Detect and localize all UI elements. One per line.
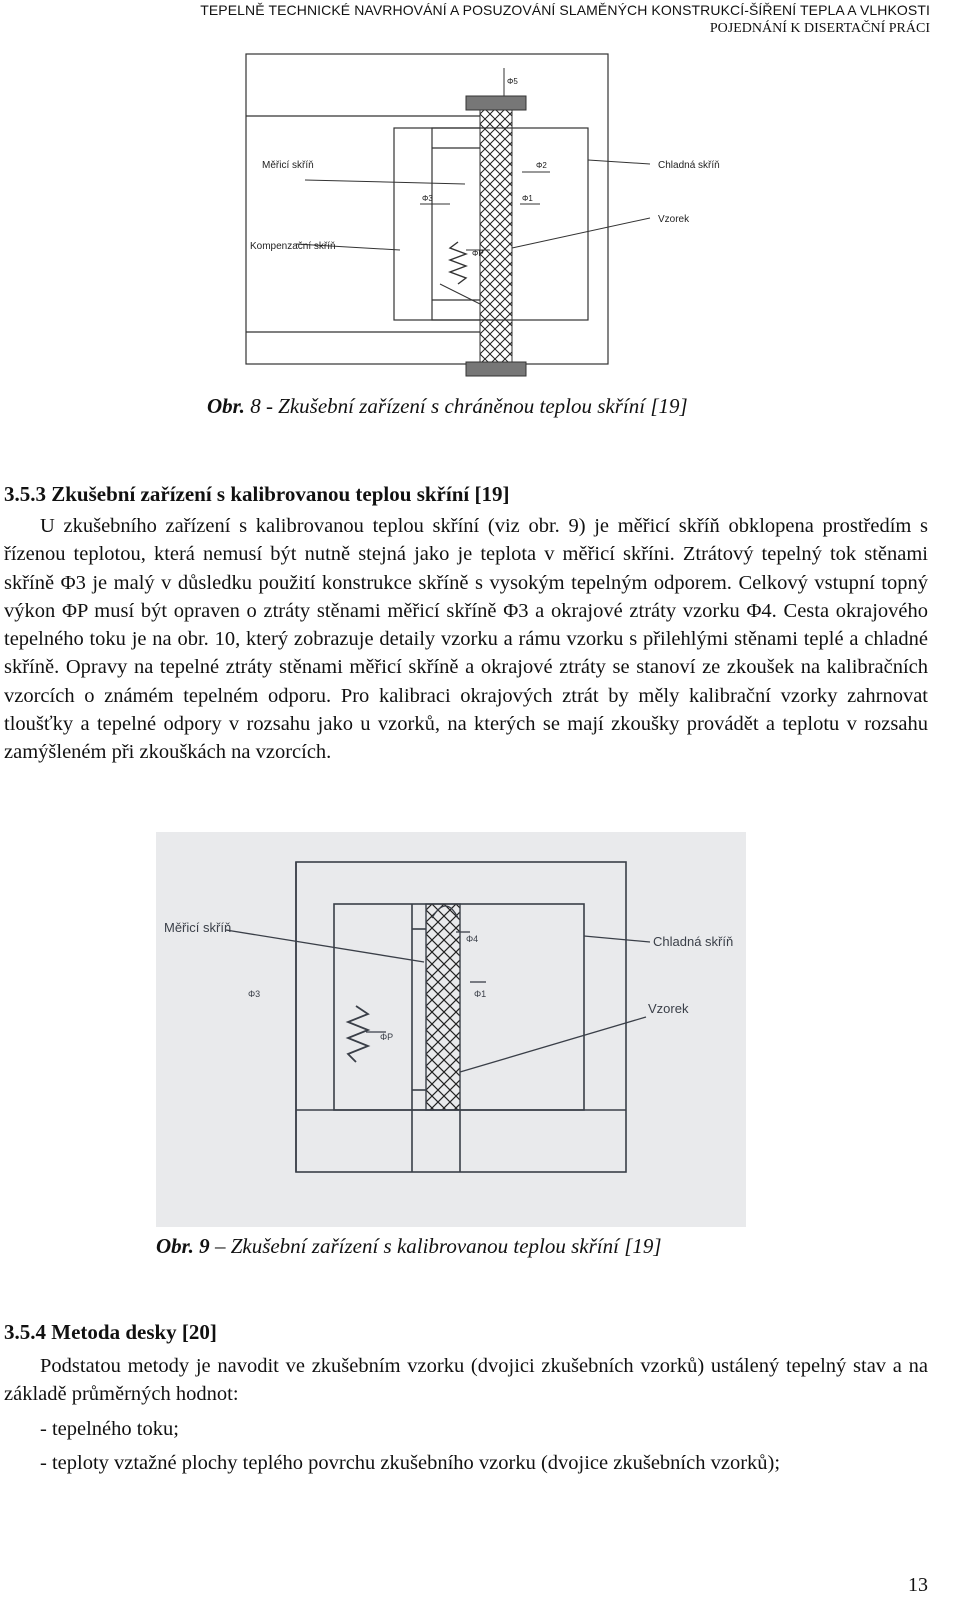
section-3-5-4-paragraph: Podstatou metody je navodit ve zkušebním vzorku (dvojici zkušebních vzorků) ustálený tepelný stav a na základě průměrných hodnot: bbox=[4, 1355, 928, 1406]
list-item: - teploty vztažné plochy teplého povrchu zkušebního vzorku (dvojice zkušebních vzorků); bbox=[40, 1452, 781, 1474]
running-header-subtitle: POJEDNÁNÍ K DISERTAČNÍ PRÁCI bbox=[709, 21, 930, 36]
section-3-5-3-paragraph: U zkušebního zařízení s kalibrovanou teplou skříní (viz obr. 9) je měřicí skříň obklopena prostředím s řízenou teplotou, která nemusí být nutně stejná jako je teplota v měřicí skříni. Ztrátový tepelný tok stěnami skříně Φ3 je malý v důsledku použití konstrukce skříně s vysokým tepelným odporem. Celkový vstupní topný výkon ΦP musí být opraven o ztráty stěnami měřicí skříně Φ3 a okrajové ztráty vzorku Φ4. Cesta okrajového tepelného toku je na obr. 10, který zobrazuje detaily vzorku a rámu vzorku s přilehlými stěnami teplé a chladné skříně. Opravy na tepelné ztráty stěnami měřicí skříně a okrajové ztráty se stanoví ze zkoušek na kalibračních vzorcích o známém tepelném odporu. Pro kalibraci okrajových ztrát by měly kalibrační vzorky zahrnovat tloušťky a tepelné odpory v rozsahu jako u vzorků, na kterých se mají zkoušky provádět a teplotu v rozsahu zamýšleném při zkouškách na vzorcích. bbox=[4, 515, 928, 764]
phi4-label: Φ4 bbox=[466, 934, 479, 944]
section-heading-3-5-3: 3.5.3 Zkušební zařízení s kalibrovanou teplou skříní [19] bbox=[4, 482, 510, 506]
phi1-label: Φ1 bbox=[474, 989, 487, 999]
phi5-label: Φ5 bbox=[507, 77, 518, 86]
figure2-caption: Obr. 9 – Zkušební zařízení s kalibrovanou teplou skříní [19] bbox=[156, 1234, 662, 1258]
page-number: 13 bbox=[908, 1574, 928, 1596]
phiP-label: ΦP bbox=[380, 1032, 394, 1042]
running-header-title: TEPELNĚ TECHNICKÉ NAVRHOVÁNÍ A POSUZOVÁNÍ SLAMĚNÝCH KONSTRUKCÍ-ŠÍŘENÍ TEPLA A VLHKOSTI bbox=[200, 2, 930, 18]
label-vzorek: Vzorek bbox=[658, 214, 690, 225]
label-meric-skrin: Měřicí skříň bbox=[164, 920, 232, 935]
figure1-caption: Obr. 8 - Zkušební zařízení s chráněnou teplou skříní [19] bbox=[207, 394, 688, 418]
phi3-label: Φ3 bbox=[422, 194, 433, 203]
figure-guarded-hot-box bbox=[210, 44, 720, 396]
phi1-label: Φ1 bbox=[522, 194, 533, 203]
phiP-label: ΦP bbox=[472, 249, 484, 258]
phi2-label: Φ2 bbox=[536, 161, 547, 170]
label-vzorek: Vzorek bbox=[648, 1001, 689, 1016]
section-heading-3-5-4: 3.5.4 Metoda desky [20] bbox=[4, 1320, 217, 1344]
label-kompenzacni-skrin: Kompenzační skříň bbox=[250, 241, 336, 252]
phi3-label: Φ3 bbox=[248, 989, 261, 999]
list-item: - tepelného toku; bbox=[40, 1418, 179, 1440]
label-chladna-skrin: Chladná skříň bbox=[658, 160, 720, 171]
figure-calibrated-hot-box bbox=[156, 832, 746, 1227]
label-chladna-skrin: Chladná skříň bbox=[653, 934, 734, 949]
label-meric-skrin: Měřicí skříň bbox=[262, 160, 314, 171]
